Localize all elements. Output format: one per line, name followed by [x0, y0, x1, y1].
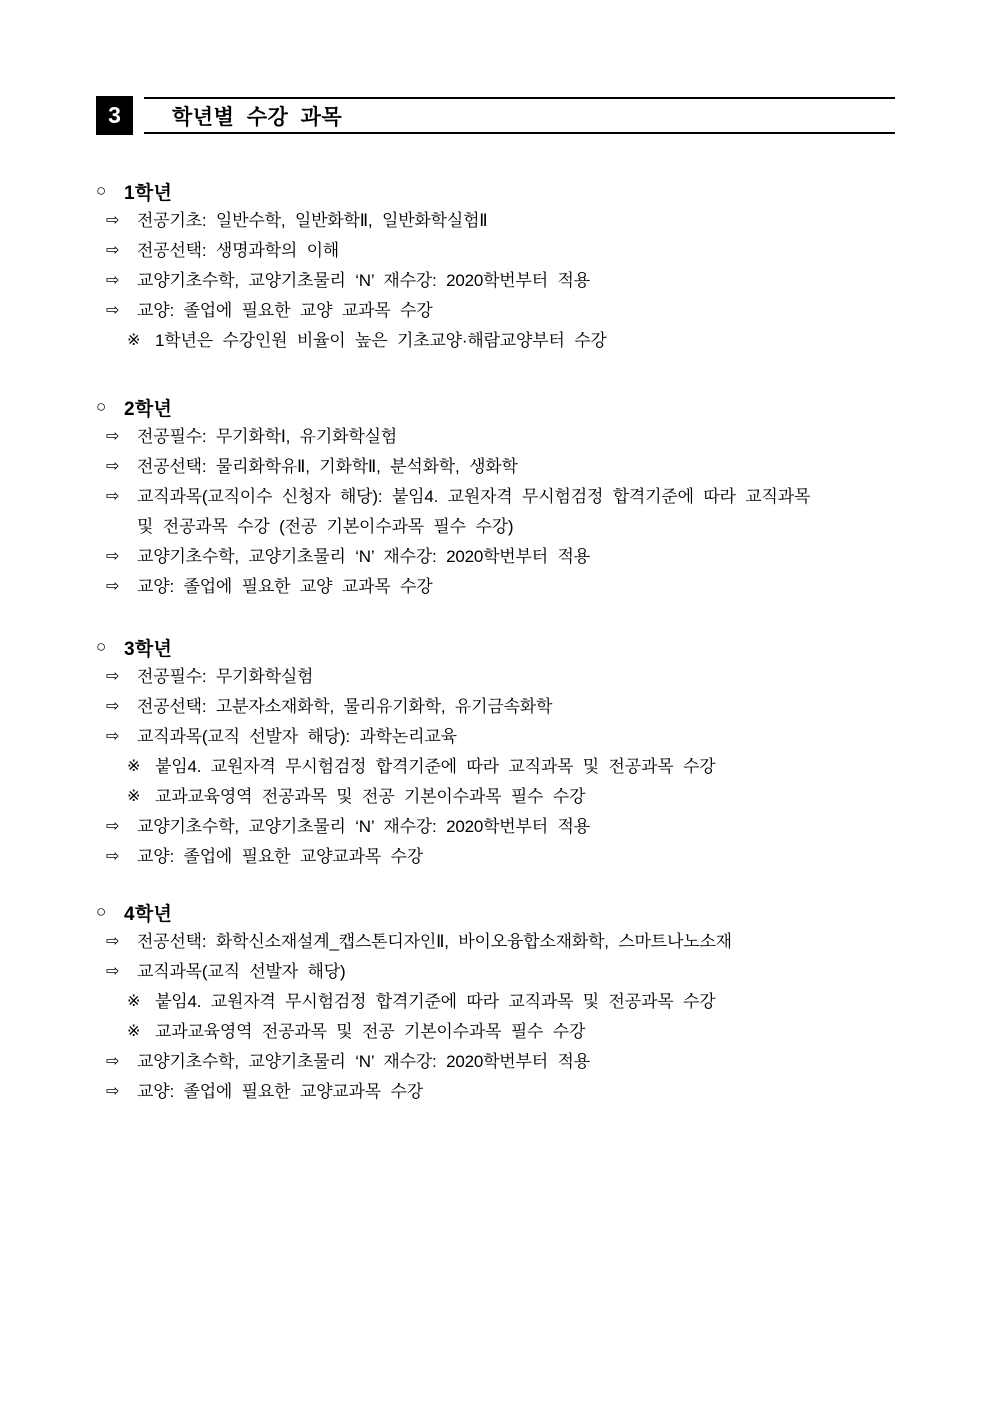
item-text: 전공필수: 무기화학실험 — [137, 667, 314, 686]
arrow-bullet-icon: ⇨ — [106, 272, 120, 289]
item-text: 전공선택: 고분자소재화학, 물리유기화학, 유기금속화학 — [137, 697, 553, 716]
course-item — [0, 326, 992, 356]
section-number: 3 — [108, 102, 121, 128]
course-item — [0, 542, 992, 572]
arrow-bullet-icon: ⇨ — [106, 488, 120, 505]
circle-bullet-icon: ○ — [96, 902, 107, 921]
arrow-bullet-icon: ⇨ — [106, 242, 120, 259]
arrow-bullet-icon: ⇨ — [106, 1053, 120, 1070]
course-item — [0, 296, 992, 326]
reference-mark-icon: ※ — [127, 993, 141, 1010]
item-text: 교직과목(교직 선발자 해당) — [137, 962, 346, 981]
item-text: 붙임4. 교원자격 무시험검정 합격기준에 따라 교직과목 및 전공과목 수강 — [155, 992, 716, 1011]
course-item — [0, 957, 992, 987]
course-item — [0, 1077, 992, 1107]
arrow-bullet-icon: ⇨ — [106, 428, 120, 445]
item-text: 붙임4. 교원자격 무시험검정 합격기준에 따라 교직과목 및 전공과목 수강 — [155, 757, 716, 776]
reference-mark-icon: ※ — [127, 788, 141, 805]
grade-heading — [0, 392, 992, 422]
arrow-bullet-icon: ⇨ — [106, 548, 120, 565]
item-text: 전공선택: 생명과학의 이해 — [137, 241, 340, 260]
arrow-bullet-icon: ⇨ — [106, 698, 120, 715]
grade-section — [0, 632, 992, 872]
course-item — [0, 482, 992, 512]
grade-title: 3학년 — [124, 638, 173, 660]
course-item — [0, 422, 992, 452]
grade-title: 1학년 — [124, 182, 173, 204]
arrow-bullet-icon: ⇨ — [106, 933, 120, 950]
item-text: 교과교육영역 전공과목 및 전공 기본이수과목 필수 수강 — [155, 787, 586, 806]
course-item — [0, 812, 992, 842]
course-item — [0, 452, 992, 482]
item-text: 교양: 졸업에 필요한 교양 교과목 수강 — [137, 301, 433, 320]
item-text: 교양기초수학, 교양기초물리 ‘N’ 재수강: 2020학번부터 적용 — [137, 817, 590, 836]
circle-bullet-icon: ○ — [96, 181, 107, 200]
page-title: 학년별 수강 과목 — [172, 105, 343, 129]
grade-heading — [0, 632, 992, 662]
grade-title: 2학년 — [124, 398, 173, 420]
arrow-bullet-icon: ⇨ — [106, 848, 120, 865]
arrow-bullet-icon: ⇨ — [106, 578, 120, 595]
item-text: 교과교육영역 전공과목 및 전공 기본이수과목 필수 수강 — [155, 1022, 586, 1041]
course-item — [0, 987, 992, 1017]
course-item — [0, 572, 992, 602]
grade-heading — [0, 176, 992, 206]
arrow-bullet-icon: ⇨ — [106, 963, 120, 980]
arrow-bullet-icon: ⇨ — [106, 458, 120, 475]
circle-bullet-icon: ○ — [96, 397, 107, 416]
reference-mark-icon: ※ — [127, 758, 141, 775]
course-item — [0, 752, 992, 782]
item-text: 교양: 졸업에 필요한 교양교과목 수강 — [137, 1082, 423, 1101]
item-text: 교양: 졸업에 필요한 교양 교과목 수강 — [137, 577, 433, 596]
course-item — [0, 692, 992, 722]
grade-section — [0, 392, 992, 602]
course-item — [0, 782, 992, 812]
item-text: 전공선택: 물리화학유Ⅱ, 기화학Ⅱ, 분석화학, 생화학 — [137, 457, 518, 476]
course-item — [0, 842, 992, 872]
grade-section — [0, 897, 992, 1107]
circle-bullet-icon: ○ — [96, 637, 107, 656]
arrow-bullet-icon: ⇨ — [106, 668, 120, 685]
course-item — [0, 1047, 992, 1077]
item-text: 교양기초수학, 교양기초물리 ‘N’ 재수강: 2020학번부터 적용 — [137, 547, 590, 566]
item-text: 전공기초: 일반수학, 일반화학Ⅱ, 일반화학실험Ⅱ — [137, 211, 488, 230]
grade-section — [0, 176, 992, 356]
course-item-continuation — [0, 512, 992, 542]
item-text: 교직과목(교직이수 신청자 해당): 붙임4. 교원자격 무시험검정 합격기준에 따라 교직과목 — [137, 487, 811, 506]
item-text: 및 전공과목 수강 (전공 기본이수과목 필수 수강) — [137, 517, 514, 536]
item-text: 전공선택: 화학신소재설계_캡스톤디자인Ⅱ, 바이오융합소재화학, 스마트나노소재 — [137, 932, 732, 951]
reference-mark-icon: ※ — [127, 332, 141, 349]
course-item — [0, 236, 992, 266]
course-item — [0, 266, 992, 296]
item-text: 전공필수: 무기화학Ⅰ, 유기화학실험 — [137, 427, 398, 446]
arrow-bullet-icon: ⇨ — [106, 1083, 120, 1100]
course-item — [0, 662, 992, 692]
item-text: 1학년은 수강인원 비율이 높은 기초교양·해람교양부터 수강 — [155, 331, 607, 350]
course-item — [0, 1017, 992, 1047]
grade-title: 4학년 — [124, 903, 173, 925]
item-text: 교양기초수학, 교양기초물리 ‘N’ 재수강: 2020학번부터 적용 — [137, 1052, 590, 1071]
arrow-bullet-icon: ⇨ — [106, 302, 120, 319]
item-text: 교양: 졸업에 필요한 교양교과목 수강 — [137, 847, 423, 866]
item-text: 교양기초수학, 교양기초물리 ‘N’ 재수강: 2020학번부터 적용 — [137, 271, 590, 290]
grade-heading — [0, 897, 992, 927]
course-item — [0, 722, 992, 752]
item-text: 교직과목(교직 선발자 해당): 과학논리교육 — [137, 727, 457, 746]
arrow-bullet-icon: ⇨ — [106, 212, 120, 229]
course-item — [0, 927, 992, 957]
course-item — [0, 206, 992, 236]
reference-mark-icon: ※ — [127, 1023, 141, 1040]
arrow-bullet-icon: ⇨ — [106, 728, 120, 745]
arrow-bullet-icon: ⇨ — [106, 818, 120, 835]
